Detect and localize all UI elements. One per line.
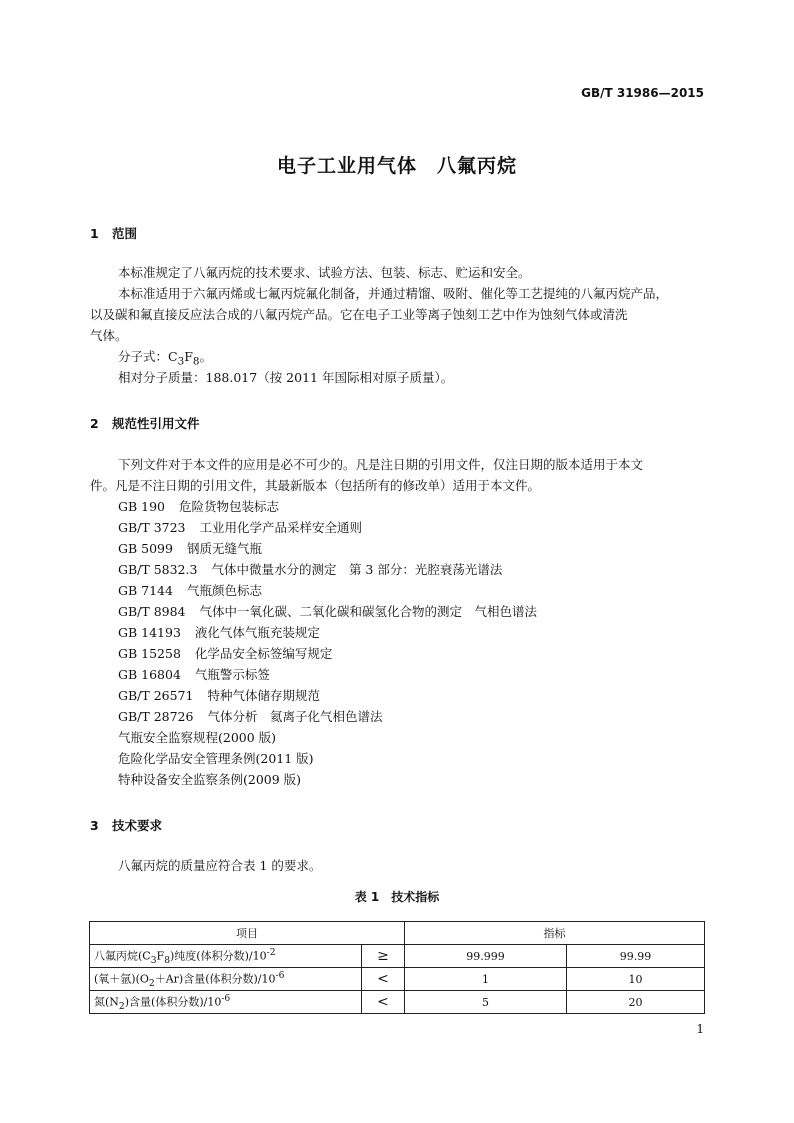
reference-title: 气瓶颜色标志: [186, 583, 262, 598]
references-intro-line-1: 下列文件对于本文件的应用是必不可少的。凡是注日期的引用文件，仅注日期的版本适用于本文: [118, 457, 644, 472]
section-1-heading: [90, 224, 137, 242]
item-subscript: 2: [118, 1000, 125, 1012]
value-cell: 99.999: [405, 945, 567, 968]
regulation-item: 气瓶安全监察规程(2000 版): [118, 730, 277, 745]
table-header-row: [90, 922, 705, 945]
operator-cell: ≥: [362, 945, 405, 968]
reference-item: [118, 664, 537, 685]
item-text: 氮(N: [94, 995, 119, 1009]
item-subscript: 2: [148, 977, 155, 989]
item-text: (氧＋氩)(O: [94, 972, 149, 986]
operator-cell: <: [362, 991, 405, 1014]
reference-title: 气体中微量水分的测定 第 3 部分：光腔衰荡光谱法: [211, 562, 503, 577]
item-exponent: -2: [266, 946, 276, 958]
item-text: 八氟丙烷(C: [94, 949, 151, 963]
section-number: 2: [90, 416, 99, 431]
header-item: 项目: [90, 922, 405, 945]
reference-code: GB 190: [118, 499, 166, 514]
section-title: 范围: [112, 226, 138, 241]
section-2-heading: [90, 414, 200, 432]
formula-label: 分子式：: [118, 349, 169, 364]
reference-item: [118, 496, 537, 517]
reference-title: 气体分析 氦离子化气相色谱法: [207, 709, 383, 724]
formula-fluorine-count: 8: [192, 355, 200, 368]
document-title: 电子工业用气体 八氟丙烷: [276, 155, 517, 177]
formula-carbon-count: 3: [177, 355, 185, 368]
section-title: 技术要求: [112, 818, 163, 833]
value-cell: 20: [566, 991, 704, 1014]
reference-code: GB 16804: [118, 667, 181, 682]
value-cell: 99.99: [566, 945, 704, 968]
scope-paragraph-2-line-2: 以及碳和氟直接反应法合成的八氟丙烷产品。它在电子工业等离子蚀刻工艺中作为蚀刻气体或清洗: [90, 307, 628, 322]
reference-title: 气瓶警示标签: [194, 667, 270, 682]
item-subscript: 3: [150, 954, 157, 966]
reference-code: GB 15258: [118, 646, 181, 661]
table-row: [90, 968, 705, 991]
formula-end: 。: [199, 349, 213, 364]
item-text: ＋Ar)含量(体积分数)/10: [154, 972, 276, 986]
regulation-item: 特种设备安全监察条例(2009 版): [118, 772, 302, 787]
value-cell: 5: [405, 991, 567, 1014]
scope-paragraph-2-line-1: 本标准适用于六氟丙烯或七氟丙烷氟化制备，并通过精馏、吸附、催化等工艺提纯的八氟丙烷产品，: [118, 286, 669, 301]
regulation-item: 危险化学品安全管理条例(2011 版): [118, 751, 314, 766]
scope-paragraph-2-line-3: 气体。: [90, 328, 128, 343]
operator-cell: <: [362, 968, 405, 991]
reference-list: [118, 496, 537, 790]
reference-title: 钢质无缝气瓶: [186, 541, 262, 556]
formula-carbon: C: [168, 349, 178, 364]
reference-code: GB/T 5832.3: [118, 562, 198, 577]
reference-title: 液化气体气瓶充装规定: [194, 625, 320, 640]
item-cell: [90, 968, 362, 991]
reference-item: [118, 601, 537, 622]
reference-title: 气体中一氧化碳、二氧化碳和碳氢化合物的测定 气相色谱法: [199, 604, 538, 619]
reference-code: GB 7144: [118, 583, 173, 598]
section-number: 3: [90, 818, 99, 833]
reference-item: [118, 517, 537, 538]
reference-item: [118, 580, 537, 601]
reference-code: GB/T 28726: [118, 709, 194, 724]
reference-item: [118, 538, 537, 559]
reference-title: 工业用化学产品采样安全通则: [199, 520, 363, 535]
reference-item: [118, 685, 537, 706]
technical-spec-table: [89, 921, 705, 1014]
item-exponent: -6: [275, 969, 285, 981]
item-subscript: 8: [164, 954, 171, 966]
reference-title: 特种气体储存期规范: [207, 688, 320, 703]
references-intro-line-2: 件。凡是不注日期的引用文件，其最新版本（包括所有的修改单）适用于本文件。: [90, 478, 541, 493]
item-text: )纯度(体积分数)/10: [170, 949, 267, 963]
reference-code: GB/T 3723: [118, 520, 186, 535]
item-text: F: [156, 949, 165, 963]
reference-item: [118, 622, 537, 643]
standard-number: GB/T 31986—2015: [581, 86, 704, 100]
item-exponent: -6: [221, 992, 231, 1004]
molecular-mass: 相对分子质量：188.017（按 2011 年国际相对原子质量）。: [118, 370, 454, 385]
reference-code: GB/T 8984: [118, 604, 186, 619]
header-spec: 指标: [405, 922, 705, 945]
reference-item: [118, 706, 537, 727]
reference-code: GB 5099: [118, 541, 173, 556]
table-row: [90, 991, 705, 1014]
formula-fluorine: F: [184, 349, 193, 364]
reference-code: GB/T 26571: [118, 688, 194, 703]
section-title: 规范性引用文件: [112, 416, 200, 431]
reference-title: 危险货物包装标志: [179, 499, 280, 514]
reference-title: 化学品安全标签编写规定: [194, 646, 333, 661]
item-text: )含量(体积分数)/10: [124, 995, 222, 1009]
item-cell: [90, 945, 362, 968]
reference-item: [118, 643, 537, 664]
requirements-intro: 八氟丙烷的质量应符合表 1 的要求。: [118, 858, 322, 873]
item-cell: [90, 991, 362, 1014]
section-3-heading: [90, 816, 162, 834]
section-number: 1: [90, 226, 99, 241]
reference-code: GB 14193: [118, 625, 181, 640]
table-caption: 表 1 技术指标: [354, 890, 440, 904]
value-cell: 1: [405, 968, 567, 991]
page-number: 1: [696, 1022, 704, 1036]
reference-item: [118, 559, 537, 580]
scope-paragraph-1: 本标准规定了八氟丙烷的技术要求、试验方法、包装、标志、贮运和安全。: [118, 265, 531, 280]
table-row: [90, 945, 705, 968]
value-cell: 10: [566, 968, 704, 991]
